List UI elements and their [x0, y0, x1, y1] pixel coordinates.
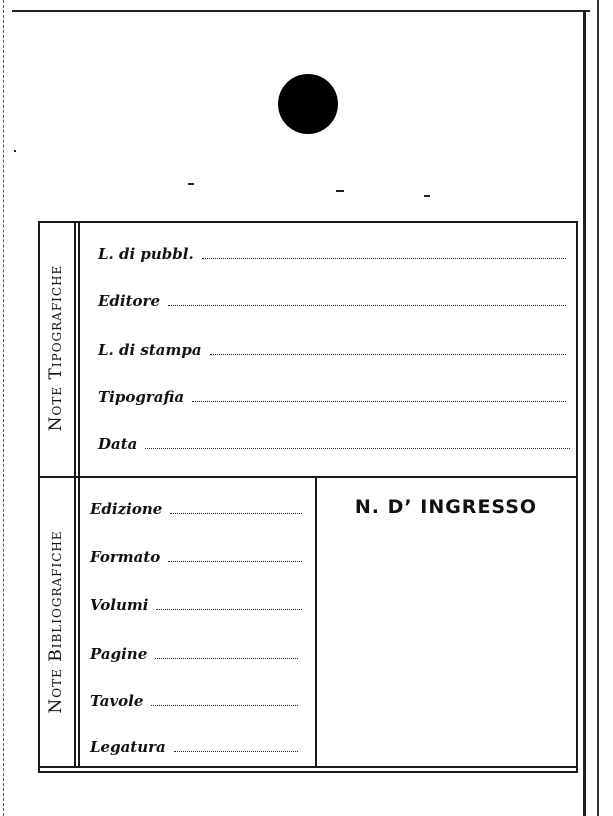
- field-editore[interactable]: [98, 292, 566, 310]
- title-column-rule-inner: [78, 223, 80, 768]
- field-data[interactable]: [98, 435, 570, 453]
- field-label: L. di pubbl.: [98, 245, 194, 263]
- field-label: Formato: [90, 548, 161, 566]
- field-line: [174, 750, 298, 752]
- field-label: Tavole: [90, 692, 144, 710]
- field-label: Edizione: [90, 500, 163, 518]
- field-line: [168, 304, 566, 306]
- note-bibliografiche-title: Note Bibliografiche: [46, 530, 66, 714]
- field-line: [155, 657, 298, 659]
- title-column-rule: [74, 223, 76, 768]
- field-label: Data: [98, 435, 138, 453]
- field-line: [145, 447, 570, 449]
- field-luogo-stampa[interactable]: [98, 341, 566, 359]
- field-volumi[interactable]: [90, 596, 302, 614]
- field-legatura[interactable]: [90, 738, 298, 756]
- field-luogo-pubblicazione[interactable]: [98, 245, 566, 263]
- field-line: [202, 257, 566, 259]
- field-line: [156, 608, 302, 610]
- field-label: Pagine: [90, 645, 148, 663]
- card-outer-right-edge: [597, 0, 599, 816]
- card-right-edge: [583, 10, 586, 816]
- field-label: Legatura: [90, 738, 166, 756]
- field-label: Volumi: [90, 596, 149, 614]
- form-bottom-border-outer: [38, 771, 578, 773]
- speck: [424, 195, 430, 197]
- field-label: Editore: [98, 292, 160, 310]
- form-right-border: [576, 221, 578, 773]
- field-line: [210, 353, 566, 355]
- field-line: [170, 512, 302, 514]
- field-label: Tipografia: [98, 388, 185, 406]
- punch-hole-icon: [278, 74, 338, 134]
- field-tipografia[interactable]: [98, 388, 566, 406]
- speck: [188, 183, 194, 185]
- field-label: L. di stampa: [98, 341, 202, 359]
- form-left-border: [38, 221, 40, 773]
- form-top-border: [38, 221, 578, 223]
- ingresso-divider: [315, 478, 317, 766]
- card-top-edge: [12, 10, 590, 12]
- field-formato[interactable]: [90, 548, 302, 566]
- card-left-edge: [3, 0, 5, 816]
- field-edizione[interactable]: [90, 500, 302, 518]
- speck: [14, 150, 16, 152]
- field-line: [168, 560, 302, 562]
- field-line: [151, 704, 298, 706]
- form-bottom-border: [38, 766, 578, 768]
- field-tavole[interactable]: [90, 692, 298, 710]
- field-line: [192, 400, 566, 402]
- field-pagine[interactable]: [90, 645, 298, 663]
- numero-ingresso-label: N. D’ INGRESSO: [354, 496, 538, 518]
- note-tipografiche-title: Note Tipografiche: [46, 264, 66, 432]
- speck: [336, 190, 344, 192]
- section-divider: [38, 476, 578, 478]
